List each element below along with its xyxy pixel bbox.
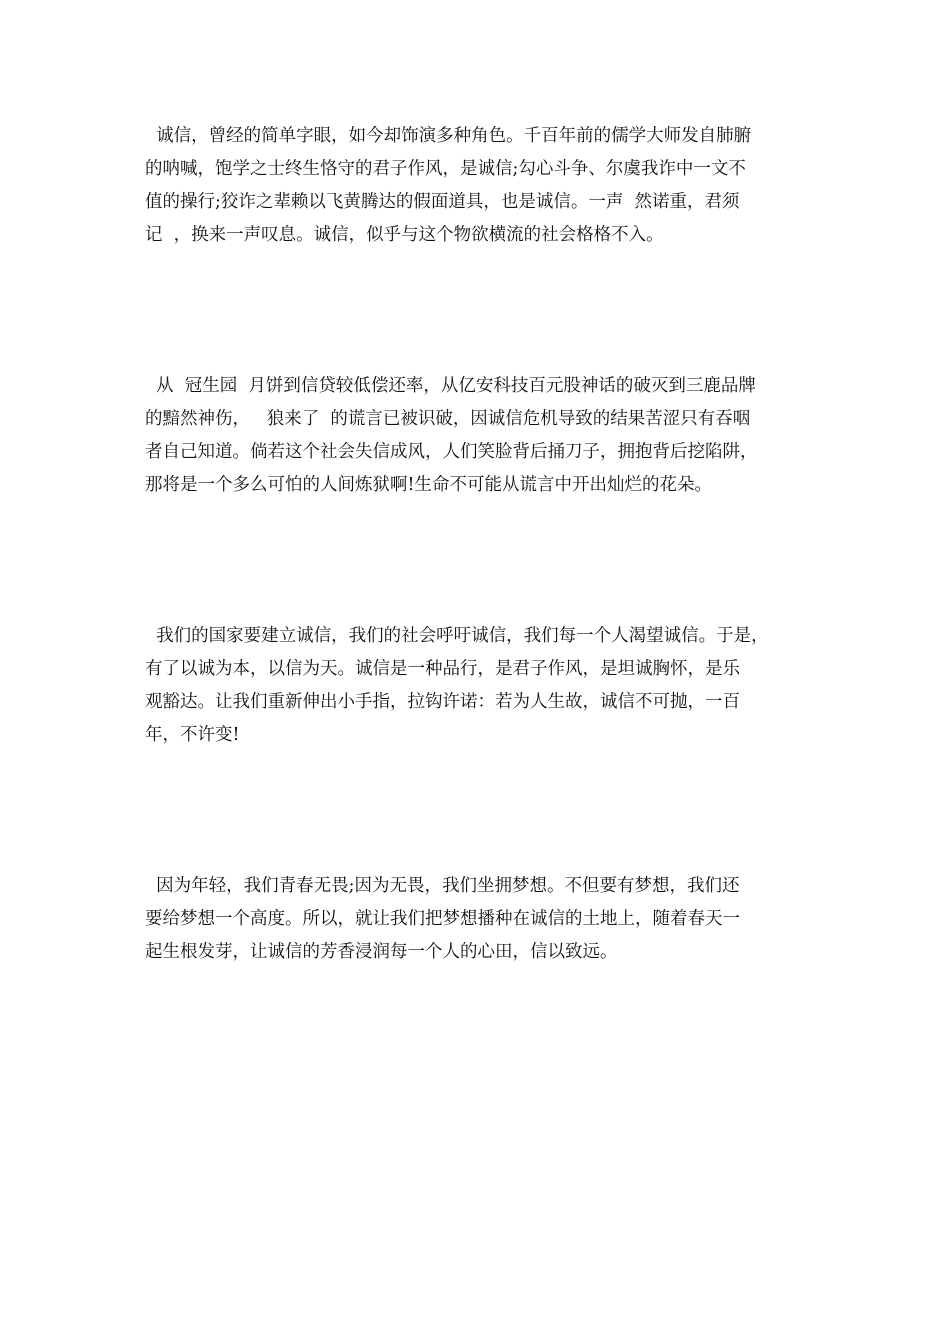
paragraph-3 bbox=[145, 620, 825, 752]
paragraph-2 bbox=[145, 370, 825, 502]
paragraph-line: 者自己知道。倘若这个社会失信成风，人们笑脸背后捅刀子，拥抱背后挖陷阱， bbox=[145, 442, 758, 462]
paragraph-line: 从 冠生园 月饼到信贷较低偿还率，从亿安科技百元股神话的破灭到三鹿品牌 bbox=[145, 376, 756, 396]
paragraph-line: 的黯然神伤， 狼来了 的谎言已被识破，因诚信危机导致的结果苦涩只有吞咽 bbox=[145, 409, 751, 429]
paragraph-line: 诚信，曾经的简单字眼，如今却饰演多种角色。千百年前的儒学大师发自肺腑 bbox=[145, 126, 752, 146]
paragraph-line: 有了以诚为本，以信为天。诚信是一种品行，是君子作风，是坦诚胸怀，是乐 bbox=[145, 659, 740, 679]
paragraph-line: 记 ，换来一声叹息。诚信，似乎与这个物欲横流的社会格格不入。 bbox=[145, 225, 664, 245]
paragraph-1 bbox=[145, 120, 825, 252]
paragraph-line: 那将是一个多么可怕的人间炼狱啊!生命不可能从谎言中开出灿烂的花朵。 bbox=[145, 475, 713, 495]
paragraph-line: 年，不许变! bbox=[145, 725, 240, 745]
paragraph-line: 的呐喊，饱学之士终生恪守的君子作风，是诚信;勾心斗争、尔虞我诈中一文不 bbox=[145, 159, 746, 179]
paragraph-line: 起生根发芽，让诚信的芳香浸润每一个人的心田，信以致远。 bbox=[145, 942, 618, 962]
paragraph-4 bbox=[145, 870, 825, 969]
paragraph-line: 要给梦想一个高度。所以，就让我们把梦想播种在诚信的土地上，随着春天一 bbox=[145, 909, 740, 929]
paragraph-line: 我们的国家要建立诚信，我们的社会呼吁诚信，我们每一个人渴望诚信。于是， bbox=[145, 626, 769, 646]
paragraph-line: 值的操行;狡诈之辈赖以飞黄腾达的假面道具，也是诚信。一声 然诺重，君须 bbox=[145, 192, 740, 212]
paragraph-line: 观豁达。让我们重新伸出小手指，拉钩许诺：若为人生故，诚信不可抛，一百 bbox=[145, 692, 740, 712]
paragraph-line: 因为年轻，我们青春无畏;因为无畏，我们坐拥梦想。不但要有梦想，我们还 bbox=[145, 876, 740, 896]
